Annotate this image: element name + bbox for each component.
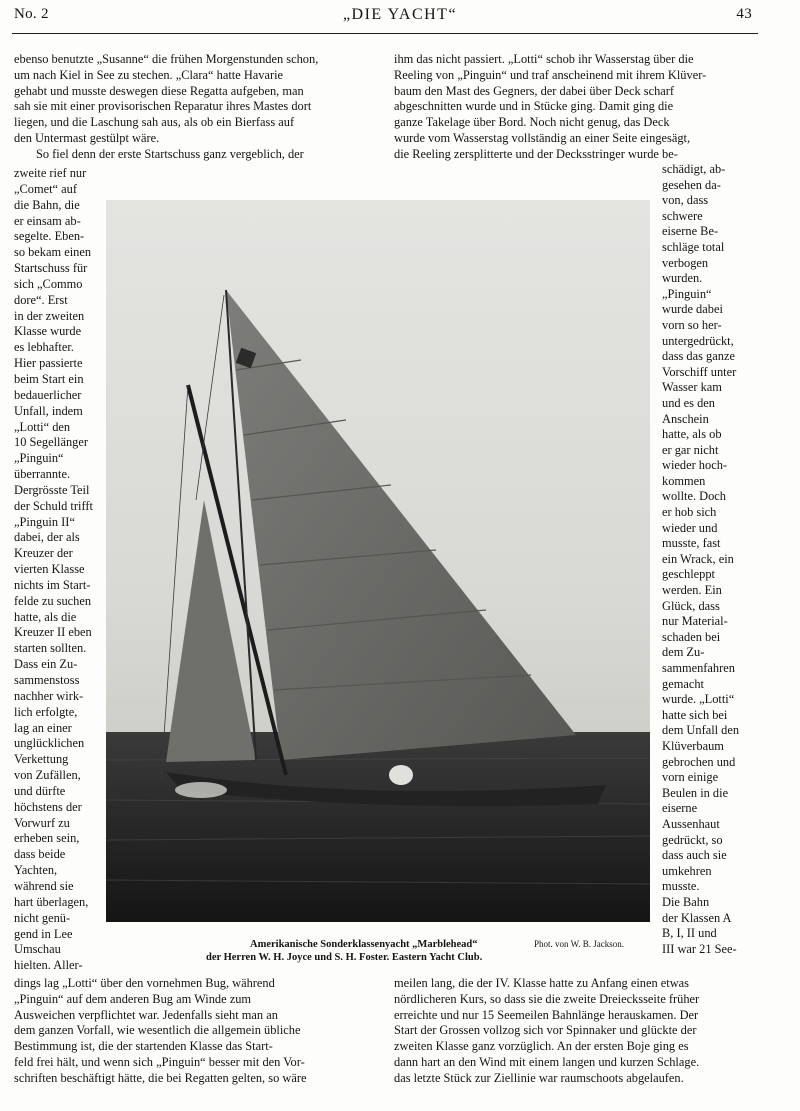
text-line: bedauerlicher — [14, 387, 82, 402]
text-line: Vorwurf zu — [14, 815, 70, 830]
text-line: nichts im Start- — [14, 577, 91, 592]
text-line: feld frei hält, und wenn sich „Pinguin“ besser mit den Vor- — [14, 1054, 305, 1069]
text-line: hatte, als die — [14, 609, 77, 624]
text-line: er hob sich — [662, 505, 717, 520]
text-line: das letzte Stück zur Ziellinie war raumschoots abgelaufen. — [394, 1070, 684, 1085]
text-line: dore“. Erst — [14, 292, 68, 307]
text-line: Vorschiff unter — [662, 364, 737, 379]
text-line: Startschuss für — [14, 261, 88, 276]
text-line: von Zufällen, — [14, 768, 81, 783]
text-line: starten sollten. — [14, 641, 87, 656]
text-line: III war 21 See- — [662, 941, 737, 956]
text-line: schriften beschäftigt hätte, die bei Regatten gelten, so wäre — [14, 1070, 307, 1085]
text-line: dass das ganze — [662, 349, 735, 364]
text-line: um nach Kiel in See zu stechen. „Clara“ hatte Havarie — [14, 67, 284, 82]
text-line: gehabt und musste deswegen diese Regatta aufgeben, man — [14, 83, 304, 98]
left-column-top — [14, 52, 359, 147]
text-line: ganze Takelage über Bord. Noch nicht genug, das Deck — [394, 115, 670, 130]
text-line: er einsam ab- — [14, 213, 81, 228]
text-line: gedrückt, so — [662, 832, 723, 847]
text-line: verbogen — [662, 255, 709, 270]
text-line: kommen — [662, 473, 706, 488]
text-line: die Reeling zersplitterte und der Decksstringer wurde be- — [394, 146, 678, 161]
text-line: meilen lang, die der IV. Klasse hatte zu Anfang einen etwas — [394, 976, 689, 990]
header-rule — [12, 33, 758, 34]
text-line: dann hart an den Wind mit einem langen und kurzen Schlage. — [394, 1054, 700, 1069]
text-line: hatte, als ob — [662, 427, 722, 442]
text-line: dings lag „Lotti“ über den vornehmen Bug, während — [14, 976, 275, 990]
text-line: vorn einige — [662, 770, 719, 785]
photo-caption-line-2: der Herren W. H. Joyce und S. H. Foster. Eastern Yacht Club. — [206, 952, 483, 963]
text-line: zweite rief nur — [14, 166, 87, 180]
text-line: und dürfte — [14, 783, 66, 798]
text-line: baum den Mast des Gegners, der dabei über Deck scharf — [394, 83, 675, 98]
text-line: beim Start ein — [14, 371, 84, 386]
text-line: Verkettung — [14, 752, 69, 767]
text-line: abgeschnitten wurde und in Stücke ging. Damit ging die — [394, 99, 674, 114]
text-line: B, I, II und — [662, 926, 717, 941]
left-narrow-column — [14, 166, 100, 974]
text-line: wurde vom Wasserstag vollständig an einer Seite eingesägt, — [394, 130, 691, 145]
text-line: Klüverbaum — [662, 738, 724, 753]
text-line: ebenso benutzte „Susanne“ die frühen Morgenstunden schon, — [14, 52, 319, 66]
text-line: segelte. Eben- — [14, 229, 85, 244]
text-line: sah sie mit einer provisorischen Reparatur ihres Mastes dort — [14, 99, 312, 114]
text-line: dabei, der als — [14, 530, 80, 545]
text-line: gesehen da- — [662, 177, 721, 192]
text-line: eiserne Be- — [662, 224, 719, 239]
text-line: Reeling von „Pinguin“ und traf anscheinend mit ihrem Klüver- — [394, 67, 707, 82]
text-line: Ausweichen verpflichtet war. Jedenfalls sieht man an — [14, 1007, 278, 1022]
magazine-title: „DIE YACHT“ — [342, 6, 458, 23]
text-line: zweiten Klasse ganz vorzüglich. An der ersten Boje ging es — [394, 1039, 689, 1054]
text-line: höchstens der — [14, 799, 82, 814]
text-line: Kreuzer II eben — [14, 625, 92, 640]
text-line: „Comet“ auf — [14, 181, 77, 196]
text-line: unglücklichen — [14, 736, 85, 751]
text-line: wurde dabei — [662, 302, 723, 317]
text-line: „Lotti“ den — [14, 419, 71, 434]
text-line: So fiel denn der erste Startschuss ganz vergeblich, der — [36, 147, 304, 161]
text-line: Hier passierte — [14, 356, 83, 371]
text-line: nachher wirk- — [14, 688, 84, 703]
text-line: hatte sich bei — [662, 707, 728, 722]
text-line: eiserne — [662, 801, 698, 816]
text-line: dass beide — [14, 847, 66, 862]
text-line: Anschein — [662, 411, 709, 426]
text-line: Start der Grossen vollzog sich vor Spinnaker und glückte der — [394, 1023, 697, 1038]
text-line: sammenfahren — [662, 661, 735, 675]
text-line: Klasse wurde — [14, 324, 82, 339]
right-column-bottom — [394, 976, 748, 1087]
text-line: gebrochen und — [662, 754, 736, 769]
text-line: schwere — [662, 208, 703, 223]
yacht-photograph — [106, 200, 650, 922]
text-line: „Pinguin“ — [14, 451, 64, 466]
left-column-bottom — [14, 976, 359, 1087]
text-line: der Schuld trifft — [14, 498, 93, 513]
text-line: gend in Lee — [14, 926, 73, 941]
right-column-top — [394, 52, 748, 163]
text-line: und es den — [662, 395, 715, 410]
text-line: dem Unfall den — [662, 723, 740, 738]
text-line: Die Bahn — [662, 894, 710, 909]
text-line: sich „Commo — [14, 276, 83, 291]
text-line: dem ganzen Vorfall, wie wesentlich die allgemein übliche — [14, 1023, 301, 1038]
text-line: nicht genü- — [14, 910, 71, 925]
text-line: vorn so her- — [662, 317, 722, 332]
text-line: ein Wrack, ein — [662, 551, 734, 566]
text-line: Yachten, — [14, 863, 58, 878]
text-line: erreichte und nur 15 Seemeilen Bahnlänge herauskamen. Der — [394, 1007, 699, 1022]
text-line: wurde. „Lotti“ — [662, 692, 735, 707]
text-line: hielten. Aller- — [14, 958, 83, 973]
text-line: felde zu suchen — [14, 593, 92, 608]
text-line: „Pinguin II“ — [14, 514, 75, 529]
issue-number: No. 2 — [14, 6, 49, 22]
right-narrow-column — [662, 162, 748, 957]
text-line: „Pinguin“ — [662, 286, 712, 301]
text-line: schläge total — [662, 239, 725, 254]
sailboat-illustration — [106, 200, 650, 922]
text-line: nur Material- — [662, 614, 728, 629]
text-line: so bekam einen — [14, 245, 92, 260]
text-line: schädigt, ab- — [662, 162, 726, 176]
text-line: „Pinguin“ auf dem anderen Bug am Winde zum — [14, 991, 252, 1006]
text-line: vierten Klasse — [14, 562, 85, 577]
text-line: hart überlagen, — [14, 894, 89, 909]
text-line: werden. Ein — [662, 583, 722, 598]
text-line: untergedrückt, — [662, 333, 734, 348]
text-line: Umschau — [14, 942, 61, 957]
text-line: es lebhafter. — [14, 340, 74, 355]
text-line: geschleppt — [662, 567, 715, 582]
text-line: überrannte. — [14, 467, 71, 482]
page-number: 43 — [736, 6, 752, 22]
text-line: Wasser kam — [662, 380, 722, 395]
text-line: umkehren — [662, 863, 712, 878]
text-line: nördlicheren Kurs, so dass sie die zweite Dreiecksseite früher — [394, 991, 700, 1006]
text-line: Unfall, indem — [14, 403, 83, 418]
text-line: dass auch sie — [662, 848, 727, 863]
text-line: dem Zu- — [662, 645, 705, 660]
text-line: Aussenhaut — [662, 816, 720, 831]
left-column-paragraph-2 — [14, 147, 359, 163]
text-line: erheben sein, — [14, 831, 80, 846]
text-line: wurden. — [662, 271, 703, 286]
text-line: er gar nicht — [662, 442, 719, 457]
text-line: liegen, und die Laschung sah aus, als ob ein Bierfass auf — [14, 115, 295, 130]
photo-caption-line-1: Amerikanische Sonderklassenyacht „Marblehead“ — [250, 939, 478, 950]
text-line: sammenstoss — [14, 673, 80, 687]
text-line: Glück, dass — [662, 598, 720, 613]
text-line: von, dass — [662, 193, 709, 208]
text-line: musste, fast — [662, 536, 721, 551]
text-line: Beulen in die — [662, 785, 729, 800]
text-line: der Klassen A — [662, 910, 732, 925]
text-line: den Untermast gestülpt wäre. — [14, 130, 160, 145]
text-line: Bestimmung ist, die der startenden Klasse das Start- — [14, 1039, 273, 1054]
text-line: Dass ein Zu- — [14, 657, 78, 672]
text-line: die Bahn, die — [14, 197, 80, 212]
photo-credit: Phot. von W. B. Jackson. — [534, 939, 625, 949]
text-line: Kreuzer der — [14, 546, 73, 561]
text-line: schaden bei — [662, 629, 721, 644]
text-line: Dergrösste Teil — [14, 482, 90, 497]
text-line: wollte. Doch — [662, 489, 727, 504]
text-line: wieder und — [662, 520, 718, 535]
text-line: lich erfolgte, — [14, 704, 78, 719]
text-line: musste. — [662, 879, 700, 894]
text-line: 10 Segellänger — [14, 435, 88, 450]
text-line: gemacht — [662, 676, 704, 691]
text-line: wieder hoch- — [662, 458, 728, 473]
text-line: lag an einer — [14, 720, 72, 735]
text-line: während sie — [14, 878, 74, 893]
text-line: in der zweiten — [14, 308, 85, 323]
text-line: ihm das nicht passiert. „Lotti“ schob ihr Wasserstag über die — [394, 52, 694, 66]
